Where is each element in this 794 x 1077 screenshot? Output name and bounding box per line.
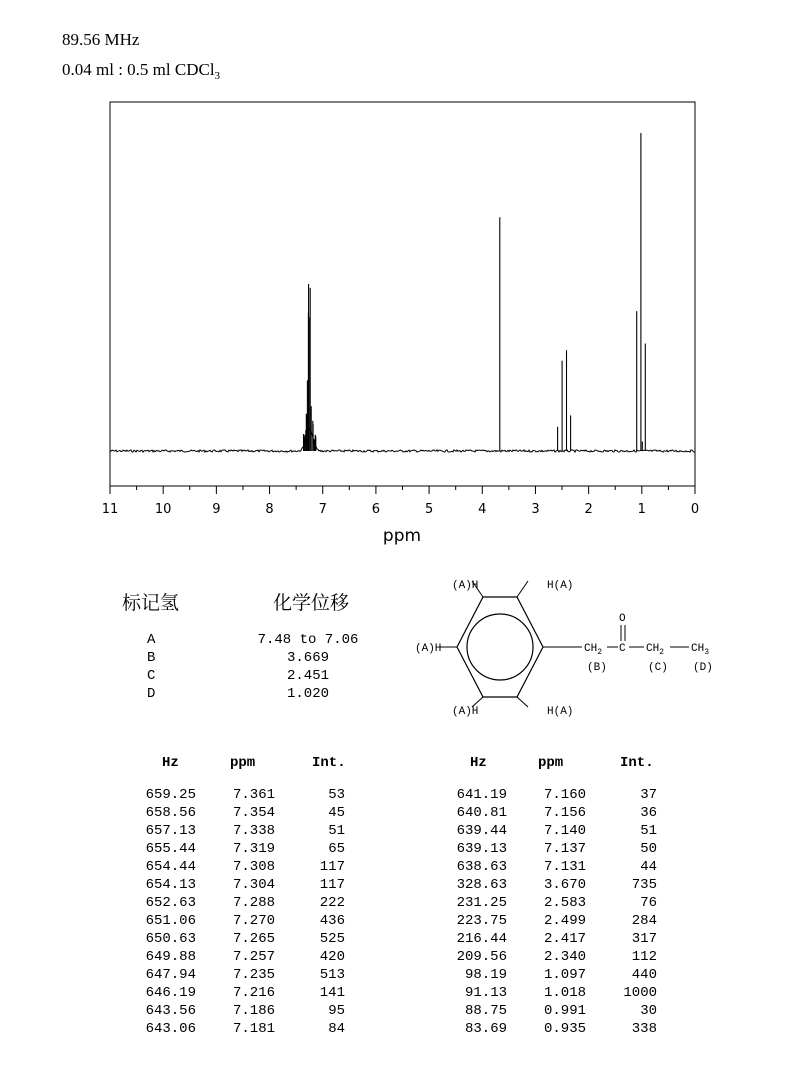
cell-hz: 216.44 — [456, 931, 507, 947]
x-tick-label: 5 — [424, 502, 434, 517]
cell-ppm: 2.583 — [543, 895, 586, 911]
x-tick-label: 10 — [154, 502, 172, 517]
aromatic-h-label: H(A) — [547, 580, 574, 592]
cell-ppm: 7.304 — [232, 877, 275, 893]
x-tick-label: 9 — [212, 502, 221, 517]
cell-hz: 659.25 — [145, 787, 196, 803]
assignment-shift: 7.48 to 7.06 — [257, 632, 359, 648]
aromatic-h-label: (A)H — [452, 580, 479, 592]
cell-hz: 652.63 — [145, 895, 196, 911]
cell-hz: 654.44 — [145, 859, 196, 875]
ch3-d-group: $CH_3$ — [691, 643, 710, 657]
cell-ppm: 1.018 — [543, 985, 586, 1001]
assignment-header-label: 标记氢 — [122, 592, 180, 614]
x-tick-label: 0 — [690, 502, 700, 517]
peak-table-right — [0, 755, 794, 1045]
cell-hz: 657.13 — [145, 823, 196, 839]
cell-hz: 650.63 — [145, 931, 196, 947]
cell-ppm: 7.216 — [232, 985, 275, 1001]
cell-ppm: 7.131 — [543, 859, 586, 875]
spectrum-baseline — [110, 428, 695, 452]
cell-int: 45 — [328, 805, 345, 821]
bond — [517, 697, 528, 707]
aromatic-h-label: H(A) — [547, 706, 574, 718]
cell-ppm: 7.181 — [232, 1021, 275, 1037]
cell-ppm: 0.935 — [543, 1021, 586, 1037]
cell-int: 420 — [319, 949, 345, 965]
tag-c: (C) — [648, 662, 668, 674]
cell-int: 30 — [640, 1003, 657, 1019]
ch2-b-group: $CH_2$ — [584, 643, 603, 657]
assignment-label: C — [147, 668, 156, 684]
cell-int: 37 — [640, 787, 657, 803]
carbonyl-oxygen: O — [619, 613, 626, 625]
cell-hz: 655.44 — [145, 841, 196, 857]
assignment-shift: 2.451 — [286, 668, 329, 684]
assignment-header-shift: 化学位移 — [273, 592, 350, 614]
cell-int: 525 — [319, 931, 345, 947]
assignment-label: A — [147, 632, 156, 648]
cell-int: 222 — [319, 895, 345, 911]
header-ppm: ppm — [230, 755, 256, 771]
cell-ppm: 7.265 — [232, 931, 275, 947]
cell-hz: 649.88 — [145, 949, 196, 965]
cell-int: 436 — [319, 913, 345, 929]
plot-frame — [110, 102, 695, 486]
x-tick-label: 8 — [265, 502, 274, 517]
header-int: Int. — [312, 755, 346, 771]
cell-int: 117 — [319, 877, 345, 893]
benzene-ring — [457, 597, 543, 697]
spectrometer-frequency: 89.56 MHz — [62, 30, 140, 49]
cell-ppm: 3.670 — [543, 877, 586, 893]
cell-ppm: 7.270 — [232, 913, 275, 929]
assignment-label: B — [147, 650, 156, 666]
cell-hz: 654.13 — [145, 877, 196, 893]
cell-hz: 651.06 — [145, 913, 196, 929]
x-tick-label: 4 — [478, 502, 487, 517]
cell-ppm: 7.160 — [543, 787, 586, 803]
cell-ppm: 7.257 — [232, 949, 275, 965]
molecule-structure — [410, 575, 740, 720]
assignment-label: D — [147, 686, 156, 702]
cell-int: 53 — [328, 787, 345, 803]
tag-b: (B) — [587, 662, 607, 674]
cell-int: 513 — [319, 967, 345, 983]
cell-hz: 209.56 — [456, 949, 507, 965]
cell-int: 51 — [640, 823, 657, 839]
x-tick-label: 1 — [637, 502, 646, 517]
cell-int: 1000 — [623, 985, 657, 1001]
cell-int: 141 — [319, 985, 345, 1001]
cell-int: 112 — [631, 949, 657, 965]
cell-ppm: 7.338 — [232, 823, 275, 839]
cell-hz: 646.19 — [145, 985, 196, 1001]
cell-ppm: 2.417 — [543, 931, 586, 947]
cell-ppm: 1.097 — [543, 967, 586, 983]
cell-hz: 641.19 — [456, 787, 507, 803]
cell-int: 317 — [631, 931, 657, 947]
cell-ppm: 7.319 — [232, 841, 275, 857]
cell-int: 84 — [328, 1021, 345, 1037]
sample-subscript: 3 — [214, 70, 221, 83]
header-hz: Hz — [470, 755, 487, 771]
ketone-carbon: C — [619, 643, 626, 655]
cell-int: 36 — [640, 805, 657, 821]
cell-int: 735 — [631, 877, 657, 893]
cell-hz: 91.13 — [464, 985, 507, 1001]
header-ppm: ppm — [538, 755, 564, 771]
cell-int: 338 — [631, 1021, 657, 1037]
cell-hz: 223.75 — [456, 913, 507, 929]
cell-int: 44 — [640, 859, 657, 875]
cell-int: 95 — [328, 1003, 345, 1019]
aromatic-circle — [467, 614, 533, 680]
cell-hz: 231.25 — [456, 895, 507, 911]
cell-ppm: 2.340 — [543, 949, 586, 965]
bond — [517, 581, 528, 597]
cell-ppm: 7.186 — [232, 1003, 275, 1019]
cell-int: 440 — [631, 967, 657, 983]
cell-int: 65 — [328, 841, 345, 857]
cell-int: 76 — [640, 895, 657, 911]
x-axis-label: ppm — [382, 526, 422, 546]
cell-hz: 639.44 — [456, 823, 507, 839]
cell-int: 117 — [319, 859, 345, 875]
cell-ppm: 7.361 — [232, 787, 275, 803]
tag-d: (D) — [693, 662, 713, 674]
cell-hz: 328.63 — [456, 877, 507, 893]
x-tick-label: 3 — [531, 502, 540, 517]
x-tick-label: 11 — [101, 502, 119, 517]
cell-hz: 83.69 — [464, 1021, 507, 1037]
x-tick-label: 2 — [584, 502, 593, 517]
cell-hz: 638.63 — [456, 859, 507, 875]
cell-hz: 647.94 — [145, 967, 196, 983]
x-tick-label: 6 — [371, 502, 381, 517]
header-hz: Hz — [162, 755, 179, 771]
cell-ppm: 7.137 — [543, 841, 586, 857]
cell-int: 284 — [631, 913, 657, 929]
cell-hz: 643.06 — [145, 1021, 196, 1037]
cell-ppm: 7.140 — [543, 823, 586, 839]
spectrum-peaks — [304, 133, 646, 451]
assignment-shift: 3.669 — [286, 650, 329, 666]
cell-ppm: 7.288 — [232, 895, 275, 911]
assignment-shift: 1.020 — [286, 686, 329, 702]
x-tick-label: 7 — [318, 502, 327, 517]
cell-hz: 88.75 — [464, 1003, 507, 1019]
cell-ppm: 7.156 — [543, 805, 586, 821]
header-int: Int. — [620, 755, 654, 771]
cell-ppm: 7.235 — [232, 967, 275, 983]
cell-int: 51 — [328, 823, 345, 839]
ch2-c-group: $CH_2$ — [646, 643, 665, 657]
cell-hz: 640.81 — [456, 805, 507, 821]
cell-ppm: 7.308 — [232, 859, 275, 875]
cell-ppm: 2.499 — [543, 913, 586, 929]
sample-text: 0.04 ml : 0.5 ml CDCl — [62, 60, 215, 79]
cell-hz: 639.13 — [456, 841, 507, 857]
x-axis — [102, 486, 699, 517]
cell-hz: 658.56 — [145, 805, 196, 821]
aromatic-h-label: (A)H — [415, 643, 442, 655]
cell-hz: 98.19 — [464, 967, 507, 983]
aromatic-h-label: (A)H — [452, 706, 479, 718]
cell-ppm: 7.354 — [232, 805, 275, 821]
cell-ppm: 0.991 — [543, 1003, 586, 1019]
cell-int: 50 — [640, 841, 657, 857]
cell-hz: 643.56 — [145, 1003, 196, 1019]
